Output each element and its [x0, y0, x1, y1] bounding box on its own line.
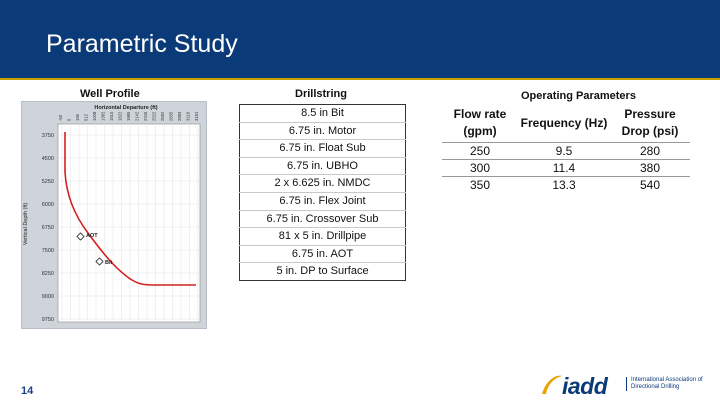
- y-tick-label: 4500: [41, 156, 54, 162]
- drillstring-row: [240, 228, 406, 246]
- table-row: [442, 160, 690, 177]
- logo-tagline: International Association of Directional Drilling: [626, 377, 715, 391]
- y-tick-labels: [42, 133, 54, 323]
- frequency-cell: 11.4: [518, 160, 610, 177]
- drillstring-component: 2 x 6.625 in. NMDC: [240, 175, 406, 193]
- slide-header: [0, 0, 720, 80]
- drillstring-component: 6.75 in. Float Sub: [240, 140, 406, 158]
- iadd-logo: [540, 372, 710, 402]
- drillstring-row: [240, 157, 406, 175]
- x-tick-label: 196: [75, 114, 80, 121]
- slide-title: Parametric Study: [46, 30, 238, 58]
- page-number: 14: [21, 385, 34, 397]
- y-tick-label: 5250: [41, 179, 54, 185]
- drillstring-component: 6.75 in. Flex Joint: [240, 192, 406, 210]
- x-tick-label: 0: [66, 118, 72, 121]
- y-tick-label: 6000: [41, 202, 54, 208]
- table-row: [442, 177, 690, 194]
- drillstring-table: [239, 104, 406, 281]
- y-tick-label: 9750: [41, 317, 54, 323]
- flow-rate-cell: 350: [442, 177, 518, 194]
- horizontal-departure-title: Horizontal Departure (ft): [94, 105, 158, 111]
- y-tick-label: 6750: [41, 225, 54, 231]
- table-row: [442, 143, 690, 160]
- well-profile-heading: Well Profile: [80, 88, 140, 100]
- drillstring-row: [240, 210, 406, 228]
- y-tick-label: 3750: [41, 133, 54, 139]
- frequency-cell: 13.3: [518, 177, 610, 194]
- x-tick-label: 3191: [194, 111, 199, 121]
- x-tick-label: 2245: [143, 111, 148, 121]
- pressure-drop-cell: 540: [610, 177, 690, 194]
- x-tick-label: 1382: [100, 111, 106, 121]
- drillstring-component: 6.75 in. UBHO: [240, 157, 406, 175]
- drillstring-component: 6.75 in. Motor: [240, 122, 406, 140]
- drillstring-component: 81 x 5 in. Drillpipe: [240, 228, 406, 246]
- y-tick-label: 9000: [41, 294, 54, 300]
- well-profile-chart: [21, 101, 207, 329]
- drillstring-component: 5 in. DP to Surface: [240, 263, 406, 281]
- x-tick-label: 1822: [117, 111, 123, 121]
- x-tick-label: 512: [83, 114, 89, 121]
- pressure-drop-cell: 280: [610, 143, 690, 160]
- aot-label: AOT: [86, 233, 98, 239]
- drillstring-component: 6.75 in. AOT: [240, 245, 406, 263]
- col-header-frequency: Frequency (Hz): [520, 115, 608, 130]
- drillstring-row: [240, 105, 406, 123]
- drillstring-row: [240, 263, 406, 281]
- drillstring-component: 6.75 in. Crossover Sub: [240, 210, 406, 228]
- drillstring-component: 8.5 in Bit: [301, 107, 344, 119]
- x-tick-label: 3119: [185, 111, 191, 121]
- drillstring-row: [240, 245, 406, 263]
- logo-wordmark: iadd: [562, 373, 608, 399]
- x-tick-label: 2142: [134, 111, 140, 121]
- drillstring-row: [240, 122, 406, 140]
- bit-label: Bit: [105, 260, 113, 266]
- well-profile-svg: [22, 102, 206, 328]
- flow-rate-cell: 250: [442, 143, 518, 160]
- y-tick-label: 8250: [41, 271, 54, 277]
- drillstring-row: [240, 175, 406, 193]
- x-tick-label: 2983: [177, 111, 182, 121]
- plot-area: [58, 124, 200, 322]
- x-tick-label: -50: [58, 114, 63, 121]
- x-tick-label: 1008: [92, 111, 97, 121]
- x-tick-labels: [58, 111, 199, 121]
- vertical-depth-label: Vertical Depth (ft): [23, 202, 29, 246]
- y-tick-label: 7500: [41, 248, 54, 254]
- col-header-pressure-drop: Pressure Drop (psi): [621, 107, 679, 138]
- iadd-swoosh-icon: [540, 372, 564, 400]
- pressure-drop-cell: 380: [610, 160, 690, 177]
- x-tick-label: 2682: [160, 111, 165, 121]
- operating-parameters-heading: Operating Parameters: [521, 90, 636, 102]
- drillstring-row: [240, 192, 406, 210]
- col-header-flow-rate: Flow rate (gpm): [453, 107, 507, 138]
- flow-rate-cell: 300: [442, 160, 518, 177]
- drillstring-heading: Drillstring: [295, 88, 347, 100]
- x-tick-label: 2835: [168, 111, 174, 121]
- frequency-cell: 9.5: [518, 143, 610, 160]
- x-tick-label: 1985: [126, 111, 131, 121]
- x-tick-label: 1510: [109, 111, 114, 121]
- operating-parameters-table: [442, 106, 690, 193]
- x-tick-label: 2522: [151, 111, 157, 121]
- drillstring-row: [240, 140, 406, 158]
